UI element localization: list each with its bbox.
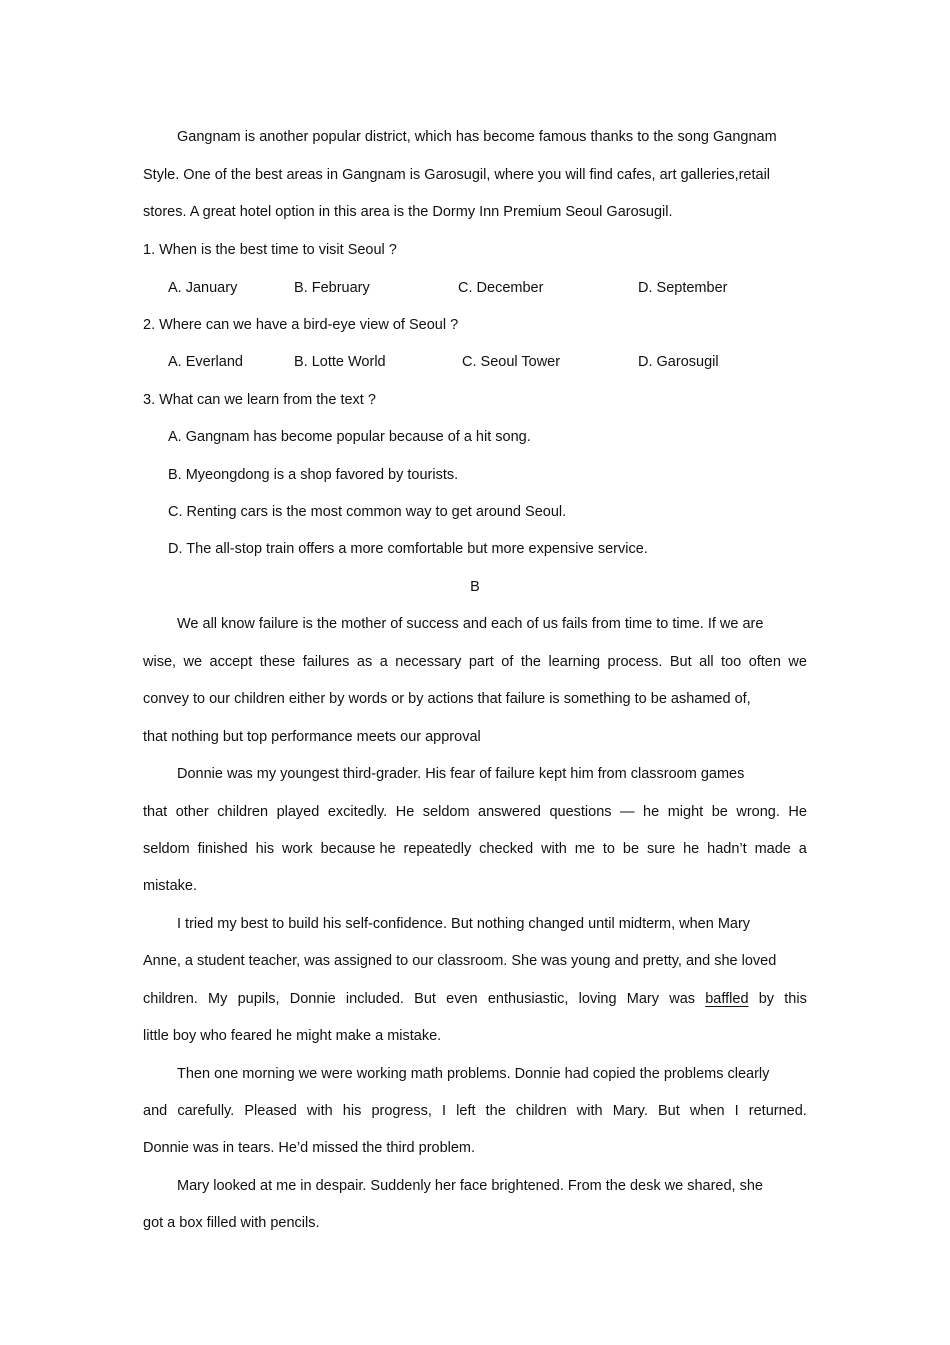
word: children [515, 1103, 567, 1119]
word: baffled [705, 991, 749, 1007]
word: seldom [143, 841, 190, 857]
paragraph-line: that nothing but top performance meets our approval [143, 729, 481, 745]
word: by [758, 991, 775, 1007]
word: played [276, 804, 320, 820]
word: other [175, 804, 209, 820]
word: My [208, 991, 228, 1007]
word: he [643, 804, 660, 820]
word: all [699, 654, 714, 670]
word: But [669, 654, 692, 670]
word: left [456, 1103, 476, 1119]
word: he [683, 841, 700, 857]
word: his [342, 1103, 362, 1119]
word: Pleased [244, 1103, 297, 1119]
word: too [721, 654, 742, 670]
word: because he [320, 841, 396, 857]
word: be [711, 804, 728, 820]
paragraph-line: got a box filled with pencils. [143, 1215, 320, 1231]
word: often [748, 654, 781, 670]
word: He [788, 804, 807, 820]
word: progress, [371, 1103, 432, 1119]
question-stem: 2. Where can we have a bird-eye view of Seoul ? [143, 317, 459, 333]
word: of [501, 654, 514, 670]
word: seldom [422, 804, 470, 820]
paragraph-line-justified [143, 653, 807, 671]
word: a [798, 841, 807, 857]
word: part [468, 654, 494, 670]
word: questions [549, 804, 612, 820]
word: answered [478, 804, 541, 820]
word: when [689, 1103, 725, 1119]
word: checked [479, 841, 534, 857]
question-stem: 1. When is the best time to visit Seoul ? [143, 242, 397, 258]
answer-option: A. Everland [168, 354, 243, 370]
word: But [414, 991, 436, 1007]
word: But [657, 1103, 680, 1119]
word: finished [197, 841, 248, 857]
word: I [442, 1103, 447, 1119]
word: sure [646, 841, 676, 857]
question-stem: 3. What can we learn from the text ? [143, 392, 376, 408]
word: children [217, 804, 269, 820]
word: with [541, 841, 567, 857]
word: me [574, 841, 595, 857]
paragraph-line: Anne, a student teacher, was assigned to our classroom. She was young and pretty, and she loved [143, 953, 777, 969]
word: as [356, 654, 373, 670]
paragraph-line-justified [143, 990, 807, 1008]
answer-option: C. Seoul Tower [462, 354, 561, 370]
word: we [788, 654, 807, 670]
word: process. [607, 654, 663, 670]
word: pupils, [237, 991, 280, 1007]
word: excitedly. [327, 804, 388, 820]
answer-option: D. Garosugil [638, 354, 719, 370]
paragraph-line-justified [143, 803, 807, 821]
answer-option: D. September [638, 280, 728, 296]
passage-a-line: Gangnam is another popular district, which has become famous thanks to the song Gangnam [177, 129, 777, 145]
paragraph-line: We all know failure is the mother of success and each of us fails from time to time. If we are [177, 616, 764, 632]
word: loving [578, 991, 617, 1007]
word: carefully. [177, 1103, 235, 1119]
word: returned. [748, 1103, 807, 1119]
word: the [520, 654, 542, 670]
word: even [446, 991, 478, 1007]
paragraph-line: Donnie was my youngest third-grader. His fear of failure kept him from classroom games [177, 766, 745, 782]
word: the [485, 1103, 506, 1119]
paragraph-line: convey to our children either by words or by actions that failure is something to be ashamed of, [143, 691, 751, 707]
word: work [282, 841, 313, 857]
word: repeatedly [403, 841, 472, 857]
answer-option: B. Myeongdong is a shop favored by tourists. [168, 467, 459, 483]
answer-option: C. December [458, 280, 544, 296]
answer-option: A. January [168, 280, 238, 296]
word: and [143, 1103, 168, 1119]
word: with [306, 1103, 333, 1119]
passage-a-line: stores. A great hotel option in this area is the Dormy Inn Premium Seoul Garosugil. [143, 204, 673, 220]
word: learning [548, 654, 601, 670]
word: wrong. [736, 804, 780, 820]
passage-a-line: Style. One of the best areas in Gangnam is Garosugil, where you will find cafes, art galleries,retail [143, 167, 771, 183]
word: be [622, 841, 640, 857]
word: necessary [395, 654, 462, 670]
word: we [183, 654, 203, 670]
word: made [754, 841, 791, 857]
paragraph-line: Mary looked at me in despair. Suddenly her face brightened. From the desk we shared, she [177, 1178, 763, 1194]
word: that [143, 804, 168, 820]
word: this [784, 991, 807, 1007]
answer-option: A. Gangnam has become popular because of a hit song. [168, 429, 531, 445]
word: hadn’t [707, 841, 747, 857]
answer-option: C. Renting cars is the most common way to get around Seoul. [168, 504, 567, 520]
word: failures [302, 654, 350, 670]
paragraph-line: mistake. [143, 878, 197, 894]
word: Mary. [612, 1103, 648, 1119]
word: a [379, 654, 388, 670]
paragraph-line: I tried my best to build his self-confidence. But nothing changed until midterm, when Mary [177, 916, 751, 932]
paragraph-line-justified [143, 1102, 807, 1120]
word: included. [345, 991, 404, 1007]
word: to [602, 841, 615, 857]
section-heading: B [470, 579, 480, 595]
paragraph-line: little boy who feared he might make a mistake. [143, 1028, 442, 1044]
answer-option: D. The all-stop train offers a more comfortable but more expensive service. [168, 541, 648, 557]
word: accept [209, 654, 253, 670]
word: Mary [626, 991, 659, 1007]
word: his [255, 841, 275, 857]
answer-option: B. Lotte World [294, 354, 386, 370]
answer-option: B. February [294, 280, 370, 296]
paragraph-line-justified [143, 840, 807, 858]
word: was [669, 991, 696, 1007]
paragraph-line: Donnie was in tears. He’d missed the third problem. [143, 1140, 476, 1156]
word: I [734, 1103, 739, 1119]
word: — [620, 804, 635, 820]
word: children. [143, 991, 198, 1007]
paragraph-line: Then one morning we were working math problems. Donnie had copied the problems clearly [177, 1066, 770, 1082]
word: He [395, 804, 415, 820]
word: might [667, 804, 704, 820]
word: enthusiastic, [487, 991, 569, 1007]
word: with [576, 1103, 603, 1119]
word: Donnie [289, 991, 336, 1007]
word: wise, [143, 654, 177, 670]
word: these [259, 654, 296, 670]
